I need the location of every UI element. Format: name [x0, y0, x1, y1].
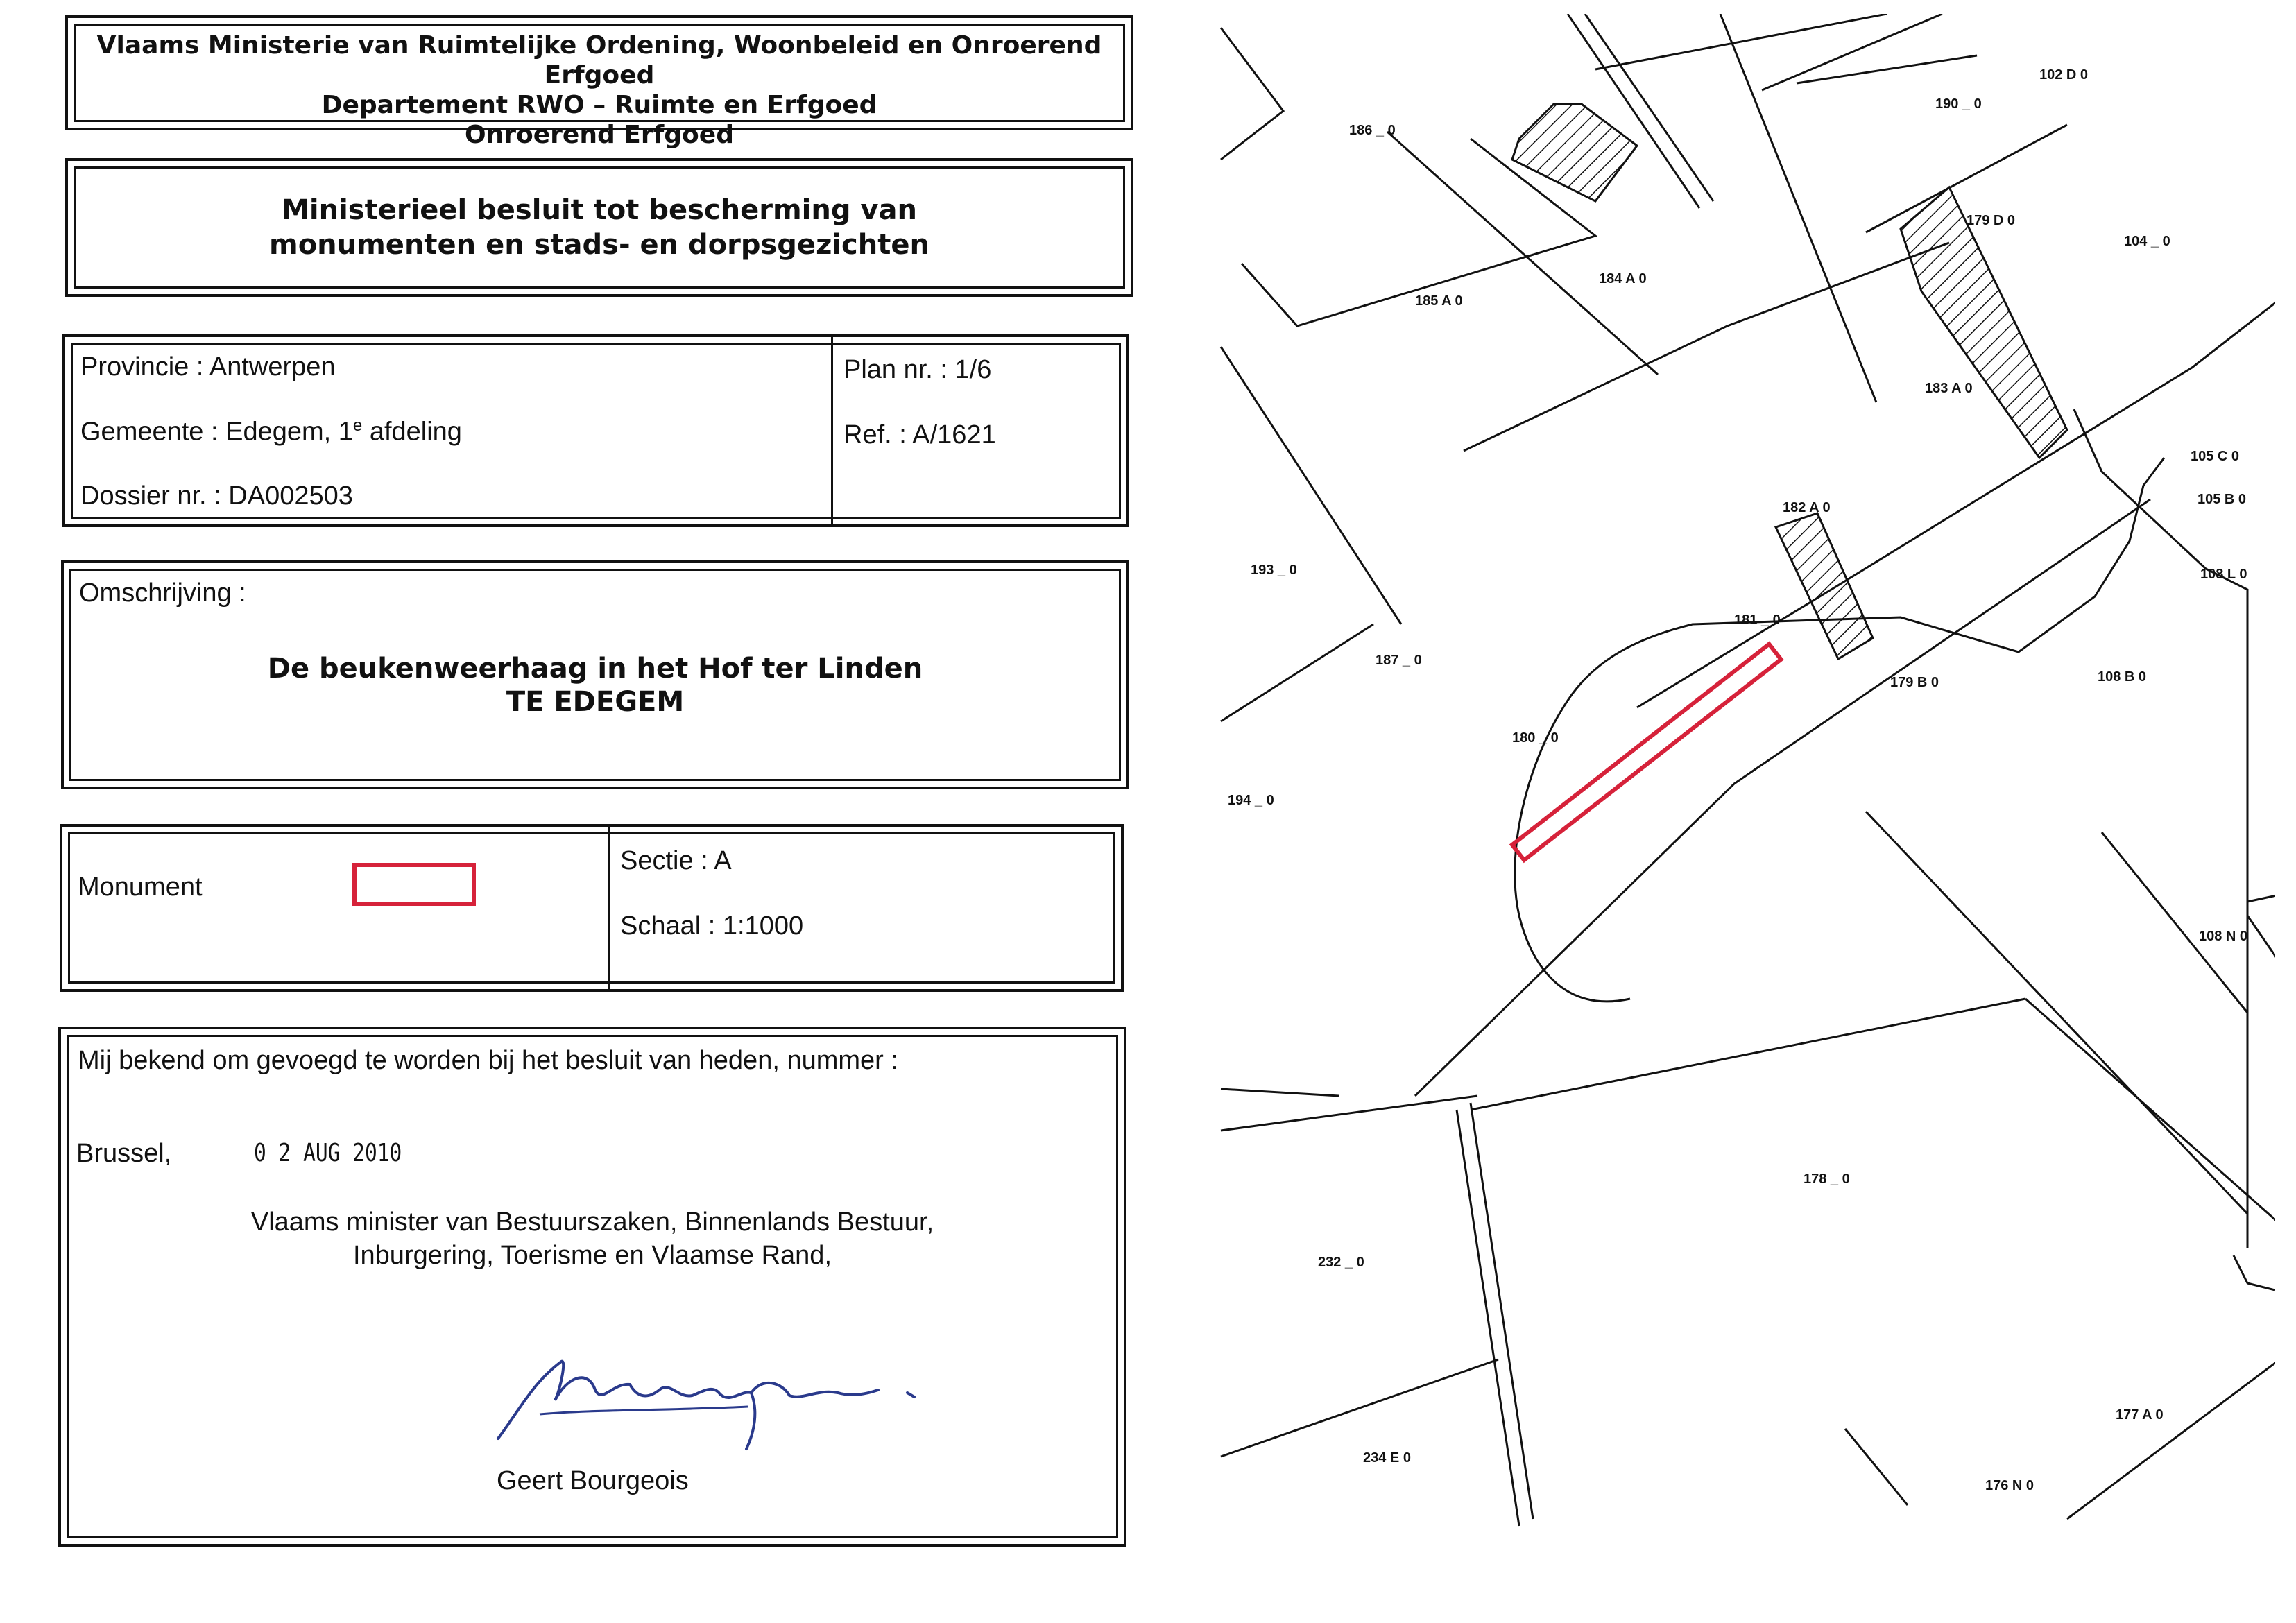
- minister-line-2: Inburgering, Toerisme en Vlaamse Rand,: [352, 1241, 832, 1270]
- building-181: [1776, 513, 1873, 659]
- title-line-1: Ministerieel besluit tot bescherming van: [282, 194, 917, 226]
- minister-name: Geert Bourgeois: [497, 1466, 689, 1495]
- cadastral-map: [1207, 14, 2275, 1568]
- info-divider: [831, 337, 833, 524]
- parcel-label: 183 A 0: [1925, 381, 1973, 396]
- parcel-label: 177 A 0: [2116, 1407, 2164, 1423]
- header-text: [68, 31, 1131, 150]
- title-box: [65, 158, 1133, 297]
- legend-box: [60, 824, 1124, 992]
- parcel-label: 108 B 0: [2098, 669, 2147, 685]
- parcel-label: 108 N 0: [2199, 929, 2248, 944]
- signature-box: [58, 1027, 1126, 1547]
- place-label: Brussel,: [76, 1139, 172, 1168]
- monument-swatch: [352, 863, 476, 906]
- provincie-label: Provincie : Antwerpen: [80, 352, 336, 381]
- minister-title: [61, 1205, 1124, 1272]
- minister-line-1: Vlaams minister van Bestuurszaken, Binnenlands Bestuur,: [250, 1208, 934, 1237]
- gemeente-label: [80, 416, 462, 447]
- legend-divider: [608, 827, 610, 989]
- parcel-label: 190 _ 0: [1935, 96, 1982, 112]
- parcel-label: 180 _ 0: [1512, 730, 1559, 746]
- parcel-label: 179 B 0: [1890, 675, 1939, 690]
- parcel-label: 178 _ 0: [1804, 1171, 1850, 1187]
- header-line-2: Departement RWO – Ruimte en Erfgoed: [321, 91, 877, 119]
- parcel-label: 179 D 0: [1967, 213, 2016, 228]
- header-box: [65, 15, 1133, 149]
- sectie-label: Sectie : A: [620, 846, 732, 875]
- parcel-label: 187 _ 0: [1376, 653, 1422, 668]
- header-line-1: Vlaams Ministerie van Ruimtelijke Ordening, Woonbeleid en Onroerend Erfgoed: [96, 31, 1102, 89]
- parcel-label: 105 C 0: [2191, 449, 2240, 464]
- signature-intro: Mij bekend om gevoegd te worden bij het besluit van heden, nummer :: [78, 1046, 898, 1075]
- parcel-boundaries: [1221, 14, 2275, 1526]
- parcel-label: 181 _ 0: [1734, 612, 1781, 628]
- omschrijving-label: Omschrijving :: [79, 578, 246, 608]
- plan-label: Plan nr. : 1/6: [843, 355, 992, 384]
- parcel-label: 194 _ 0: [1228, 793, 1274, 808]
- omschrijving-line-2: TE EDEGEM: [506, 686, 685, 718]
- parcel-label: 234 E 0: [1363, 1450, 1411, 1466]
- parcel-label: 108 L 0: [2200, 567, 2247, 582]
- parcel-label: 185 A 0: [1415, 293, 1463, 309]
- header-line-3: Onroerend Erfgoed: [465, 121, 734, 149]
- parcel-label: 176 N 0: [1985, 1478, 2034, 1493]
- parcel-label: 105 B 0: [2198, 492, 2247, 507]
- parcel-label: 184 A 0: [1599, 271, 1647, 286]
- parcel-label: 232 _ 0: [1318, 1255, 1364, 1270]
- dossier-label: Dossier nr. : DA002503: [80, 481, 353, 510]
- gemeente-prefix: Gemeente : Edegem, 1: [80, 417, 353, 447]
- parcel-label: 193 _ 0: [1251, 563, 1297, 578]
- omschrijving-text: [64, 652, 1126, 719]
- gemeente-sup: e: [352, 416, 363, 435]
- title-text: [68, 193, 1131, 262]
- monument-label: Monument: [78, 873, 203, 902]
- info-box: [62, 334, 1129, 527]
- parcel-label: 186 _ 0: [1349, 123, 1396, 138]
- island-parcel-outline: [1515, 458, 2164, 1002]
- handwritten-signature: [491, 1334, 977, 1452]
- ref-label: Ref. : A/1621: [843, 420, 996, 449]
- schaal-label: Schaal : 1:1000: [620, 911, 804, 941]
- date-stamp: 0 2 AUG 2010: [254, 1139, 402, 1167]
- parcel-label: 104 _ 0: [2124, 234, 2170, 249]
- monument-hedge-outline: [1512, 644, 1781, 860]
- parcel-label: 182 A 0: [1783, 500, 1831, 515]
- title-line-2: monumenten en stads- en dorpsgezichten: [269, 229, 929, 261]
- gemeente-suffix: afdeling: [362, 417, 462, 447]
- parcel-label: 102 D 0: [2039, 67, 2089, 83]
- omschrijving-line-1: De beukenweerhaag in het Hof ter Linden: [267, 653, 923, 685]
- omschrijving-box: [61, 560, 1129, 789]
